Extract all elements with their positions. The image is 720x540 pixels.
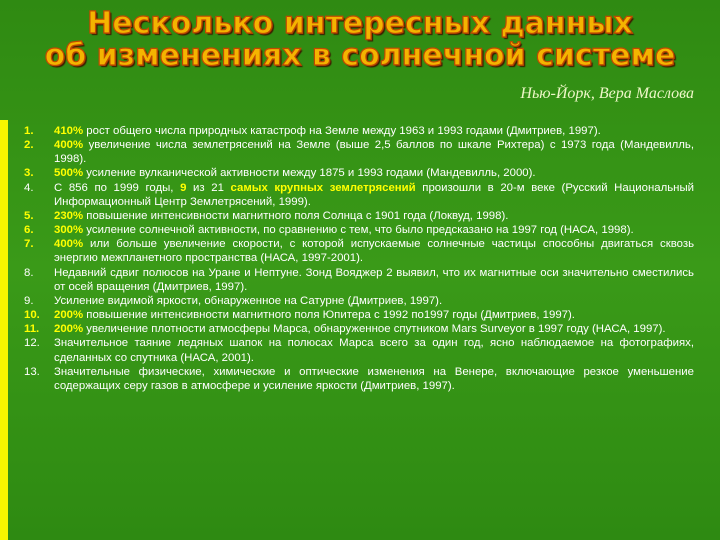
list-item	[24, 181, 694, 209]
item-number: 9.	[24, 294, 34, 307]
item-number: 2.	[24, 139, 34, 152]
slide-title	[0, 8, 720, 72]
highlight-phrase: самых крупных землетрясений	[230, 181, 416, 194]
item-text: произошли в 20-м веке (Русский Национальный Информационный Центр Землетрясений, 1999).	[54, 181, 695, 208]
item-number: 3.	[24, 167, 34, 180]
item-text: увеличение плотности атмосферы Марса, обнаруженное спутником Mars Surveyor в 1997 году (НАСА, 1997).	[83, 323, 666, 336]
slide-title-line-1: Несколько интересных данных	[87, 6, 633, 41]
highlight-value: 400%	[54, 238, 84, 251]
item-text-middle: из 21	[186, 181, 231, 194]
slide-title-line-2: об изменениях в солнечной системе	[44, 38, 676, 73]
facts-list	[24, 124, 694, 393]
item-text: Недавний сдвиг полюсов на Уране и Нептуне. Зонд Вояджер 2 выявил, что их магнитные оси значительно сместились от осей вращения (Дмитриев, 1997).	[54, 266, 694, 293]
item-text: повышение интенсивности магнитного поля Юпитера с 1992 по1997 годы (Дмитриев, 1997).	[83, 309, 575, 322]
item-text: повышение интенсивности магнитного поля Солнца с 1901 года (Локвуд, 1998).	[83, 209, 509, 222]
item-text: Значительные физические, химические и оптические изменения на Венере, включающие резкое уменьшение содержащих серу газов в атмосфере и усиление яркости (Дмитриев, 1997).	[54, 365, 694, 392]
list-item	[24, 223, 694, 237]
item-number: 13.	[24, 365, 40, 378]
item-text: Значительное таяние ледяных шапок на полюсах Марса всего за один год, ясно наблюдаемое на фотографиях, сделанных со спутника (НАСА, 2001).	[54, 337, 694, 364]
item-text: Усиление видимой яркости, обнаруженное на Сатурне (Дмитриев, 1997).	[54, 294, 443, 307]
item-number: 7.	[24, 238, 34, 251]
list-item	[24, 209, 694, 223]
item-text-prefix: С 856 по 1999 годы,	[54, 181, 181, 194]
item-text: рост общего числа природных катастроф на Земле между 1963 и 1993 годами (Дмитриев, 1997).	[83, 125, 601, 137]
list-item	[24, 138, 694, 166]
item-text: усиление солнечной активности, по сравнению с тем, что было предсказано на 1997 год (НАСА, 1998).	[83, 224, 634, 237]
item-number: 8.	[24, 266, 34, 279]
item-number: 11.	[24, 323, 40, 336]
list-item	[24, 266, 694, 294]
accent-bar	[0, 120, 8, 540]
list-item	[24, 336, 694, 364]
highlight-value: 400%	[54, 139, 84, 152]
item-text: усиление вулканической активности между 1875 и 1993 годами (Мандевилль, 2000).	[83, 167, 536, 180]
item-number: 5.	[24, 209, 34, 222]
highlight-value: 200%	[54, 323, 84, 336]
item-number: 10.	[24, 309, 40, 322]
item-number: 6.	[24, 224, 34, 237]
item-number: 4.	[24, 181, 34, 194]
item-number: 12.	[24, 337, 40, 350]
list-item	[24, 166, 694, 180]
list-item	[24, 365, 694, 393]
highlight-value: 500%	[54, 167, 84, 180]
highlight-value: 410%	[54, 125, 84, 137]
item-text: увеличение числа землетрясений на Земле (выше 2,5 баллов по шкале Рихтера) с 1973 года (Мандевилль, 1998).	[54, 139, 694, 166]
highlight-value: 300%	[54, 224, 84, 237]
item-number: 1.	[24, 125, 34, 137]
list-item	[24, 124, 694, 138]
highlight-value: 230%	[54, 209, 84, 222]
highlight-value: 200%	[54, 309, 84, 322]
list-item	[24, 308, 694, 322]
list-item	[24, 322, 694, 336]
highlight-value: 9	[180, 181, 187, 194]
author-credit: Нью-Йорк, Вера Маслова	[520, 85, 694, 102]
list-item	[24, 237, 694, 265]
list-item	[24, 294, 694, 308]
item-text: или больше увеличение скорости, с которой испускаемые солнечные частицы способны двигаться сквозь энергию межпланетного пространства (НАСА, 1997-2001).	[54, 238, 694, 265]
